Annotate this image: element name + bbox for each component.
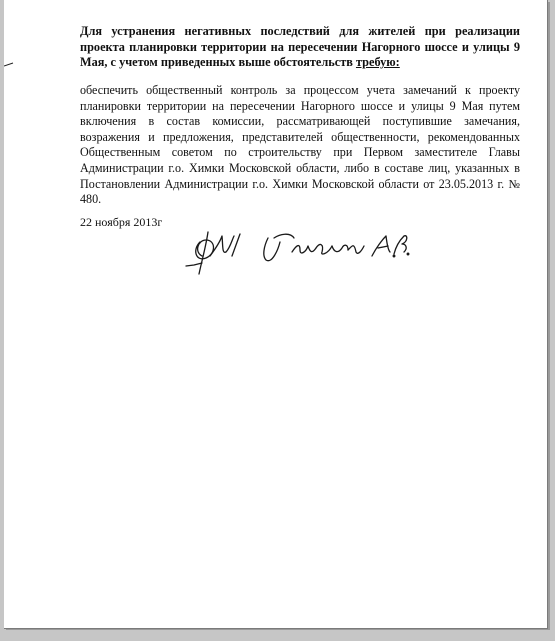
document-page: [4, 0, 548, 629]
viewer-bottom-strip: [0, 630, 555, 641]
heading-demand: требую:: [355, 55, 400, 69]
document-body: обеспечить общественный контроль за процессом учета замечаний к проекту планировки территории на пересечении Нагорного шоссе и улицы 9 Мая путем включения в состав комиссии, рассматривающей поступившие замечания, возражения и предложения, представителей общественности, рекомендованных Общественным советом по строительству при Первом заместителе Главы Администрации г.о. Химки Московской области, либо в составе лиц, указанных в Постановлении Администрации г.о. Химки Московской области от 23.05.2013 г. № 480.: [80, 83, 520, 207]
handwritten-signature: [182, 212, 412, 282]
document-heading: [80, 24, 520, 71]
document-date: 22 ноября 2013г: [80, 215, 163, 229]
heading-text: Для устранения негативных последствий для жителей при реализации проекта планировки территории на пересечении Нагорного шоссе и улицы 9 Мая, с учетом приведенных выше обстоятельств: [80, 24, 520, 69]
margin-mark-icon: [4, 60, 14, 70]
